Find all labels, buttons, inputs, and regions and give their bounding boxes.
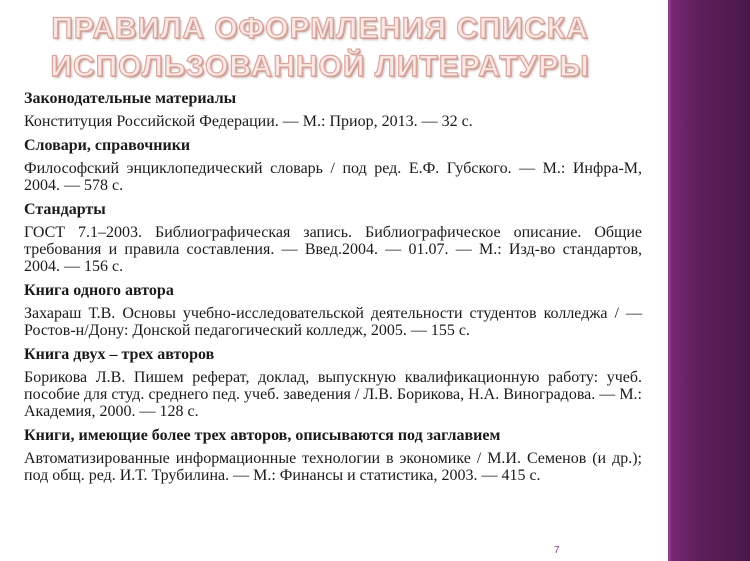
- section-heading: Законодательные материалы: [24, 90, 237, 107]
- bibliography-entry: Автоматизированные информационные технологии в экономике / М.И. Семенов (и др.); под общ. ред. И.Т. Трубилина. — М.: Финансы и статистика, 2003. — 415 с.: [24, 450, 642, 484]
- slide-title-line-1: ПРАВИЛА ОФОРМЛЕНИЯ СПИСКА: [51, 12, 589, 45]
- section-heading: Книга одного автора: [24, 282, 174, 299]
- slide-title: [40, 10, 600, 86]
- bibliography-entry: Захараш Т.В. Основы учебно-исследовательской деятельности студентов колледжа / — Ростов-н/Дону: Донской педагогический колледж, 2005. — 155 с.: [24, 305, 642, 339]
- section-heading: Стандарты: [24, 201, 106, 218]
- section-two-three-authors: [24, 343, 642, 420]
- section-dictionaries: [24, 134, 642, 194]
- bibliography-entry: Конституция Российской Федерации. — М.: Приор, 2013. — 32 с.: [24, 113, 473, 130]
- bibliography-entry: Борикова Л.В. Пишем реферат, доклад, выпускную квалификационную работу: учеб. пособие для студ. среднего пед. учеб. заведения / Л.В. Борикова, Н.А. Виноградова. — М.: Академия, 2000. — 128 с.: [24, 369, 642, 420]
- decorative-side-band: [668, 0, 750, 561]
- section-heading: Книги, имеющие более трех авторов, описываются под заглавием: [24, 427, 501, 444]
- section-heading: Словари, справочники: [24, 137, 191, 154]
- section-standards: [24, 198, 642, 275]
- slide-title-line-2: ИСПОЛЬЗОВАННОЙ ЛИТЕРАТУРЫ: [50, 50, 590, 83]
- section-legislative: [24, 87, 642, 130]
- page-number: 7: [554, 545, 560, 556]
- bibliography-entry: Философский энциклопедический словарь / под ред. Е.Ф. Губского. — М.: Инфра-М, 2004. — 578 с.: [24, 160, 642, 194]
- bibliography-entry: ГОСТ 7.1–2003. Библиографическая запись. Библиографическое описание. Общие требования и правила составления. — Введ.2004. — 01.07. — М.: Изд-во стандартов, 2004. — 156 с.: [24, 224, 642, 275]
- section-heading: Книга двух – трех авторов: [24, 346, 215, 363]
- section-more-than-three-authors: [24, 424, 642, 484]
- section-single-author: [24, 279, 642, 339]
- bibliography-list: [24, 87, 642, 488]
